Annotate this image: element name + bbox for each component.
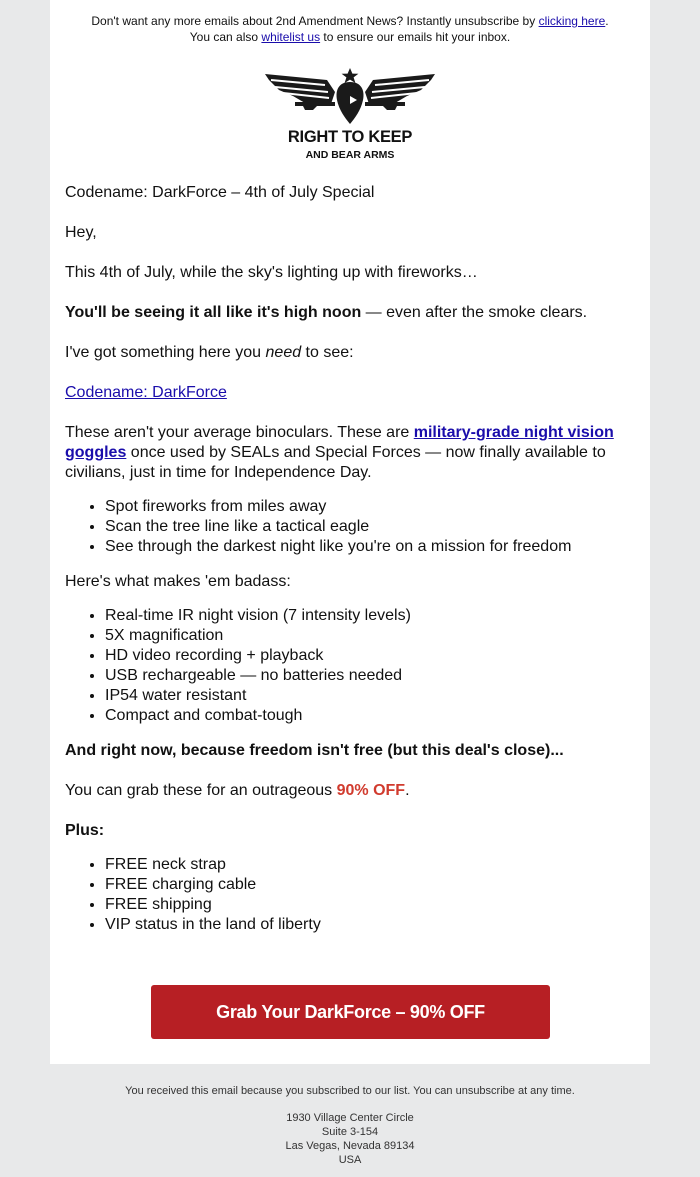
freedom-bold: And right now, because freedom isn't free (but this deal's close)...: [65, 742, 564, 759]
list-item: • FREE shipping: [105, 895, 620, 915]
plus-label: Plus:: [65, 822, 105, 839]
preheader-line-1: [50, 13, 650, 29]
whitelist-link[interactable]: whitelist us: [261, 30, 321, 44]
description-pre: These aren't your average binoculars. These are: [65, 424, 414, 441]
night-vision-link[interactable]: military-grade night vision goggles: [65, 424, 614, 461]
list-item: • Spot fireworks from miles away: [105, 497, 620, 517]
preheader-period: .: [605, 14, 609, 28]
list-item: • FREE charging cable: [105, 875, 620, 895]
address-line: Suite 3-154: [321, 1126, 379, 1138]
list-item: • FREE neck strap: [105, 855, 620, 875]
need-paragraph: [65, 343, 620, 363]
list-item: • VIP status in the land of liberty: [105, 915, 620, 935]
list-item: • HD video recording + playback: [105, 646, 620, 666]
preheader-unsubscribe-text: Don't want any more emails about 2nd Amendment News? Instantly unsubscribe by: [91, 14, 539, 28]
description-post: once used by SEALs and Special Forces — now finally available to civilians, just in time for Independence Day.: [65, 444, 606, 481]
intro-paragraph: This 4th of July, while the sky's lighting up with fireworks…: [65, 264, 478, 281]
product-link-paragraph: [65, 383, 620, 403]
discount-pre: You can grab these for an outrageous: [65, 782, 337, 799]
description-paragraph: [65, 423, 620, 483]
features-intro: Here's what makes 'em badass:: [65, 573, 291, 590]
list-item: • See through the darkest night like you're on a mission for freedom: [105, 537, 620, 557]
preheader: [50, 13, 650, 45]
extras-list: [65, 855, 620, 935]
uses-list: [65, 497, 620, 557]
right-rifle-shape: [365, 102, 405, 110]
list-item: • Scan the tree line like a tactical eagle: [105, 517, 620, 537]
discount-post: .: [405, 782, 410, 799]
address-line: Las Vegas, Nevada 89134: [285, 1140, 415, 1152]
plus-paragraph: [65, 821, 620, 841]
high-noon-paragraph: [65, 303, 620, 323]
grab-darkforce-button[interactable]: Grab Your DarkForce – 90% OFF: [151, 985, 550, 1039]
subject-line: Codename: DarkForce – 4th of July Special: [65, 184, 375, 201]
preheader-whitelist-end: to ensure our emails hit your inbox.: [320, 30, 511, 44]
left-rifle-shape: [295, 102, 335, 110]
list-item: • 5X magnification: [105, 626, 620, 646]
features-list: [65, 606, 620, 726]
need-post: to see:: [301, 344, 354, 361]
logo-line-1: RIGHT TO KEEP: [287, 128, 413, 146]
freedom-paragraph: [65, 741, 620, 761]
unsubscribe-link[interactable]: clicking here: [538, 14, 606, 28]
list-item: • USB rechargeable — no batteries needed: [105, 666, 620, 686]
high-noon-bold: You'll be seeing it all like it's high noon: [65, 304, 362, 321]
email-body: [65, 183, 620, 950]
need-pre: I've got something here you: [65, 344, 266, 361]
preheader-line-2: [50, 29, 650, 45]
address-line: USA: [338, 1154, 362, 1166]
subscription-notice: You received this email because you subscribed to our list. You can unsubscribe at any time.: [125, 1085, 575, 1097]
logo-line-2: AND BEAR ARMS: [305, 149, 395, 161]
discount-badge: 90% OFF: [336, 782, 406, 799]
product-link[interactable]: Codename: DarkForce: [65, 384, 227, 401]
star-icon: [342, 68, 359, 83]
list-item: • Real-time IR night vision (7 intensity levels): [105, 606, 620, 626]
list-item: • Compact and combat-tough: [105, 706, 620, 726]
email-footer: [0, 1084, 700, 1167]
high-noon-rest: — even after the smoke clears.: [361, 304, 588, 321]
mailing-address: [0, 1111, 700, 1167]
preheader-whitelist-text: You can also: [189, 30, 262, 44]
address-line: 1930 Village Center Circle: [286, 1112, 414, 1124]
greeting: Hey,: [65, 224, 97, 241]
list-item: • IP54 water resistant: [105, 686, 620, 706]
brand-logo[interactable]: [265, 66, 435, 162]
need-emphasis: need: [265, 344, 302, 361]
email-card: [50, 0, 650, 1064]
discount-paragraph: [65, 781, 620, 801]
